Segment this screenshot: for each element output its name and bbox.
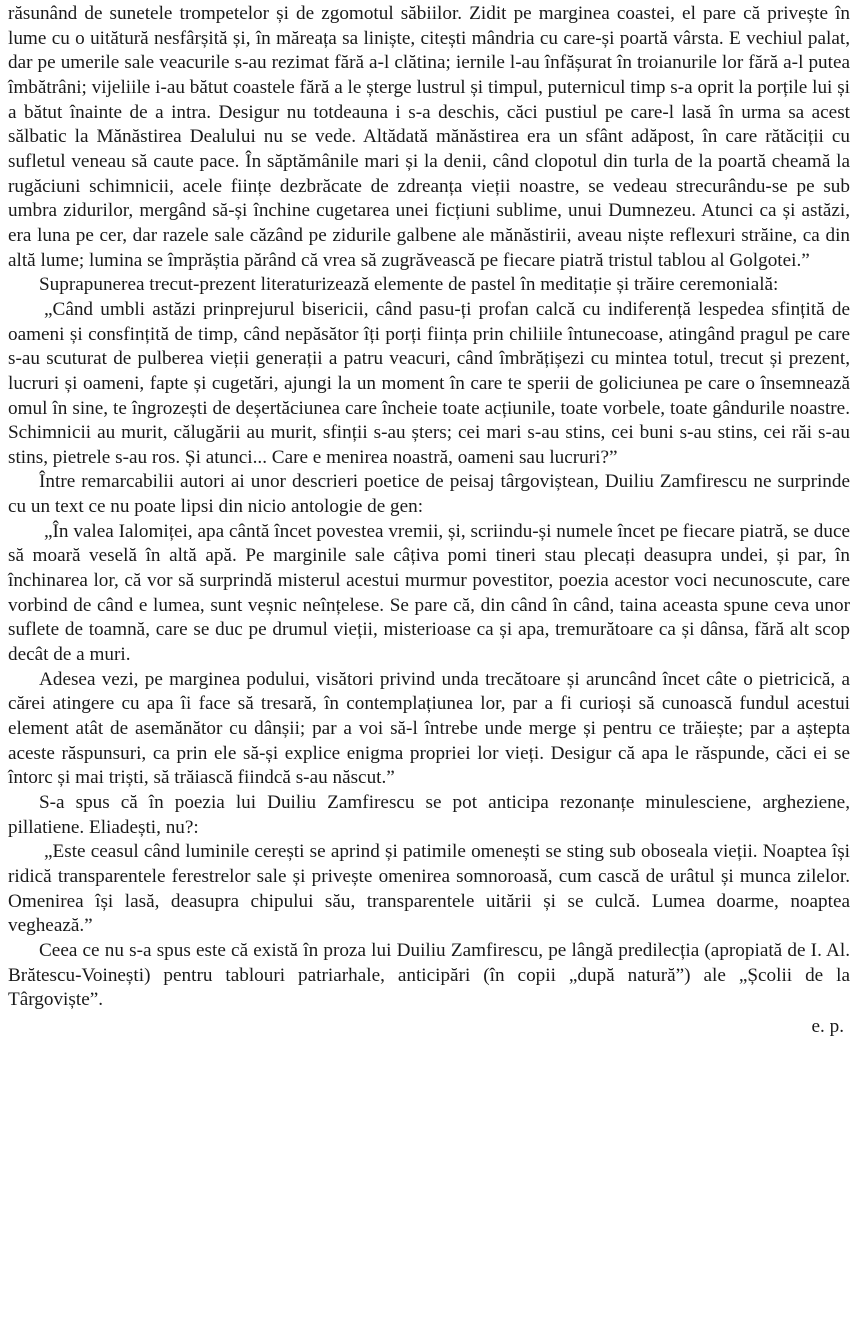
paragraph-poetry-resonances: S-a spus că în poezia lui Duiliu Zamfirescu se pot anticipa rezonanțe minulesciene, argheziene, pillatiene. Eliadești, nu?: <box>8 792 850 838</box>
quote-bridge-dreamers: Adesea vezi, pe marginea podului, visători privind unda trecătoare și aruncând încet câte o pietricică, a cărei atingere cu apa îi face să tresară, în contemplațiunea lor, par a fi curioși să cunoască fundul acestui element atât de asemănător cu dânșii; par a voi să-l întrebe unde merge și pentru ce trăiește; par a aștepta aceste răspunsuri, ca prin ele să-și explice enigma propriei lor vieți. Desigur că apa le răspunde, căci ei se întorc și mai triști, să trăiască fiindcă s-au născut.” <box>8 668 850 789</box>
paragraph-past-present: Suprapunerea trecut-prezent literaturizează elemente de pastel în meditație și trăire ceremonială: <box>39 274 779 296</box>
quote-evening-hour: „Este ceasul când luminile cerești se aprind și patimile omenești se sting sub oboseala vieții. Noaptea își ridică transparentele ferestrelor sale și privește omenirea somnoroasă, cum cască de urâtul și munca zilelor. Omenirea își lasă, deasupra chipului său, transparentele uitării și se culcă. Lumea doarme, noaptea veghează.” <box>8 841 850 937</box>
quote-ialomita-valley: „În valea Ialomiței, apa cântă încet povestea vremii, și, scriindu-și numele încet pe fiecare piatră, se duce să moară veselă în altă apă. Pe marginile sale câțiva pomi tineri stau plecați deasupra undei, și par, în închinarea lor, că vor să surprindă misterul acestui murmur povestitor, poezia acestor voci necunoscute, care vorbind de când e lumea, sunt veșnic neînțelese. Se pare că, din când în când, taina aceasta spune ceva unor suflete de toamnă, care se duc pe drumul vieții, misterioase ca și apa, tremurătoare ca și dânsa, fără alt scop decât de a muri. <box>8 520 850 666</box>
paragraph-conclusion: Ceea ce nu s-a spus este că există în proza lui Duiliu Zamfirescu, pe lângă predilecția (apropiată de I. Al. Brătescu-Voinești) pentru tablouri patriarhale, anticipări (în copii „după natură”) ale „Școlii de la Târgoviște”. <box>8 939 850 1011</box>
quote-church-meditation: „Când umbli astăzi prinprejurul bisericii, când pasu-ți profan calcă cu indiferență lespedea sfințită de oameni și consfințită de timp, când nepăsător îți porți ființa prin chiliile întunecoase, atingând pragul pe care s-au scuturat de pulberea vieții generații a patru veacuri, când îmbrățișezi cu mintea totul, trecut și prezent, lucruri și oameni, fapte și cugetări, ajungi la un moment în care te sperii de goliciunea pe care o însemnează omul în sine, te îngrozești de deșertăciunea care încheie toate acțiunile, toate vorbele, toate gândurile noastre. Schimnicii au murit, călugării au murit, sfinții s-au șters; cei mari s-au stins, cei buni s-au stins, cei răi s-au stins, pietrele s-au ros. Și atunci... Care e menirea noastră, oameni sau lucruri?” <box>8 298 850 468</box>
paragraph-zamfirescu-intro: Între remarcabilii autori ai unor descrieri poetice de peisaj târgoviștean, Duiliu Zamfirescu ne surprinde cu un text ce nu poate lipsi din nicio antologie de gen: <box>8 471 850 518</box>
paragraph-palace-description: răsunând de sunetele trompetelor și de zgomotul săbiilor. Zidit pe marginea coastei, el pare că privește în lume cu o uitătură nesfârșită și, în măreața sa liniște, citești mândria cu care-și poartă vârsta. E vechiul palat, dar pe umerile sale veacurile s-au rezimat fără a-l clătina; iernile l-au înfășurat în troianurile lor fără a-l putea îmbătrâni; vijeliile i-au bătut coastele fără a le șterge lustrul și timpul, puternicul timp s-a oprit la porțile lui și a bătut înainte de a intra. Desigur nu totdeauna i s-a deschis, căci pustiul pe care-l lasă în urma sa acest sălbatic la Mănăstirea Dealului nu se vede. Altădată mănăstirea era un sfânt adăpost, în care rătăciții cu sufletul veneau să caute pace. În săptămânile mari și la denii, când clopotul din turla de la poartă cheamă la rugăciuni schimnicii, acele ființe dezbrăcate de zdreanța vieții noastre, se vedeau strecurându-se pe sub umbra zidurilor, mergând să-și închine cugetarea unei ficțiuni sublime, unui Dumnezeu. Atunci ca și astăzi, era luna pe cer, dar razele sale căzând pe zidurile galbene ale mănăstirii, aveau niște reflexuri străine, ca din altă lume; lumina se împrăștia părând că vrea să zugrăvească pe fiecare piatră tristul tablou al Golgotei.” <box>8 3 850 271</box>
author-signature: e. p. <box>811 1015 844 1037</box>
document-page <box>8 2 850 1040</box>
